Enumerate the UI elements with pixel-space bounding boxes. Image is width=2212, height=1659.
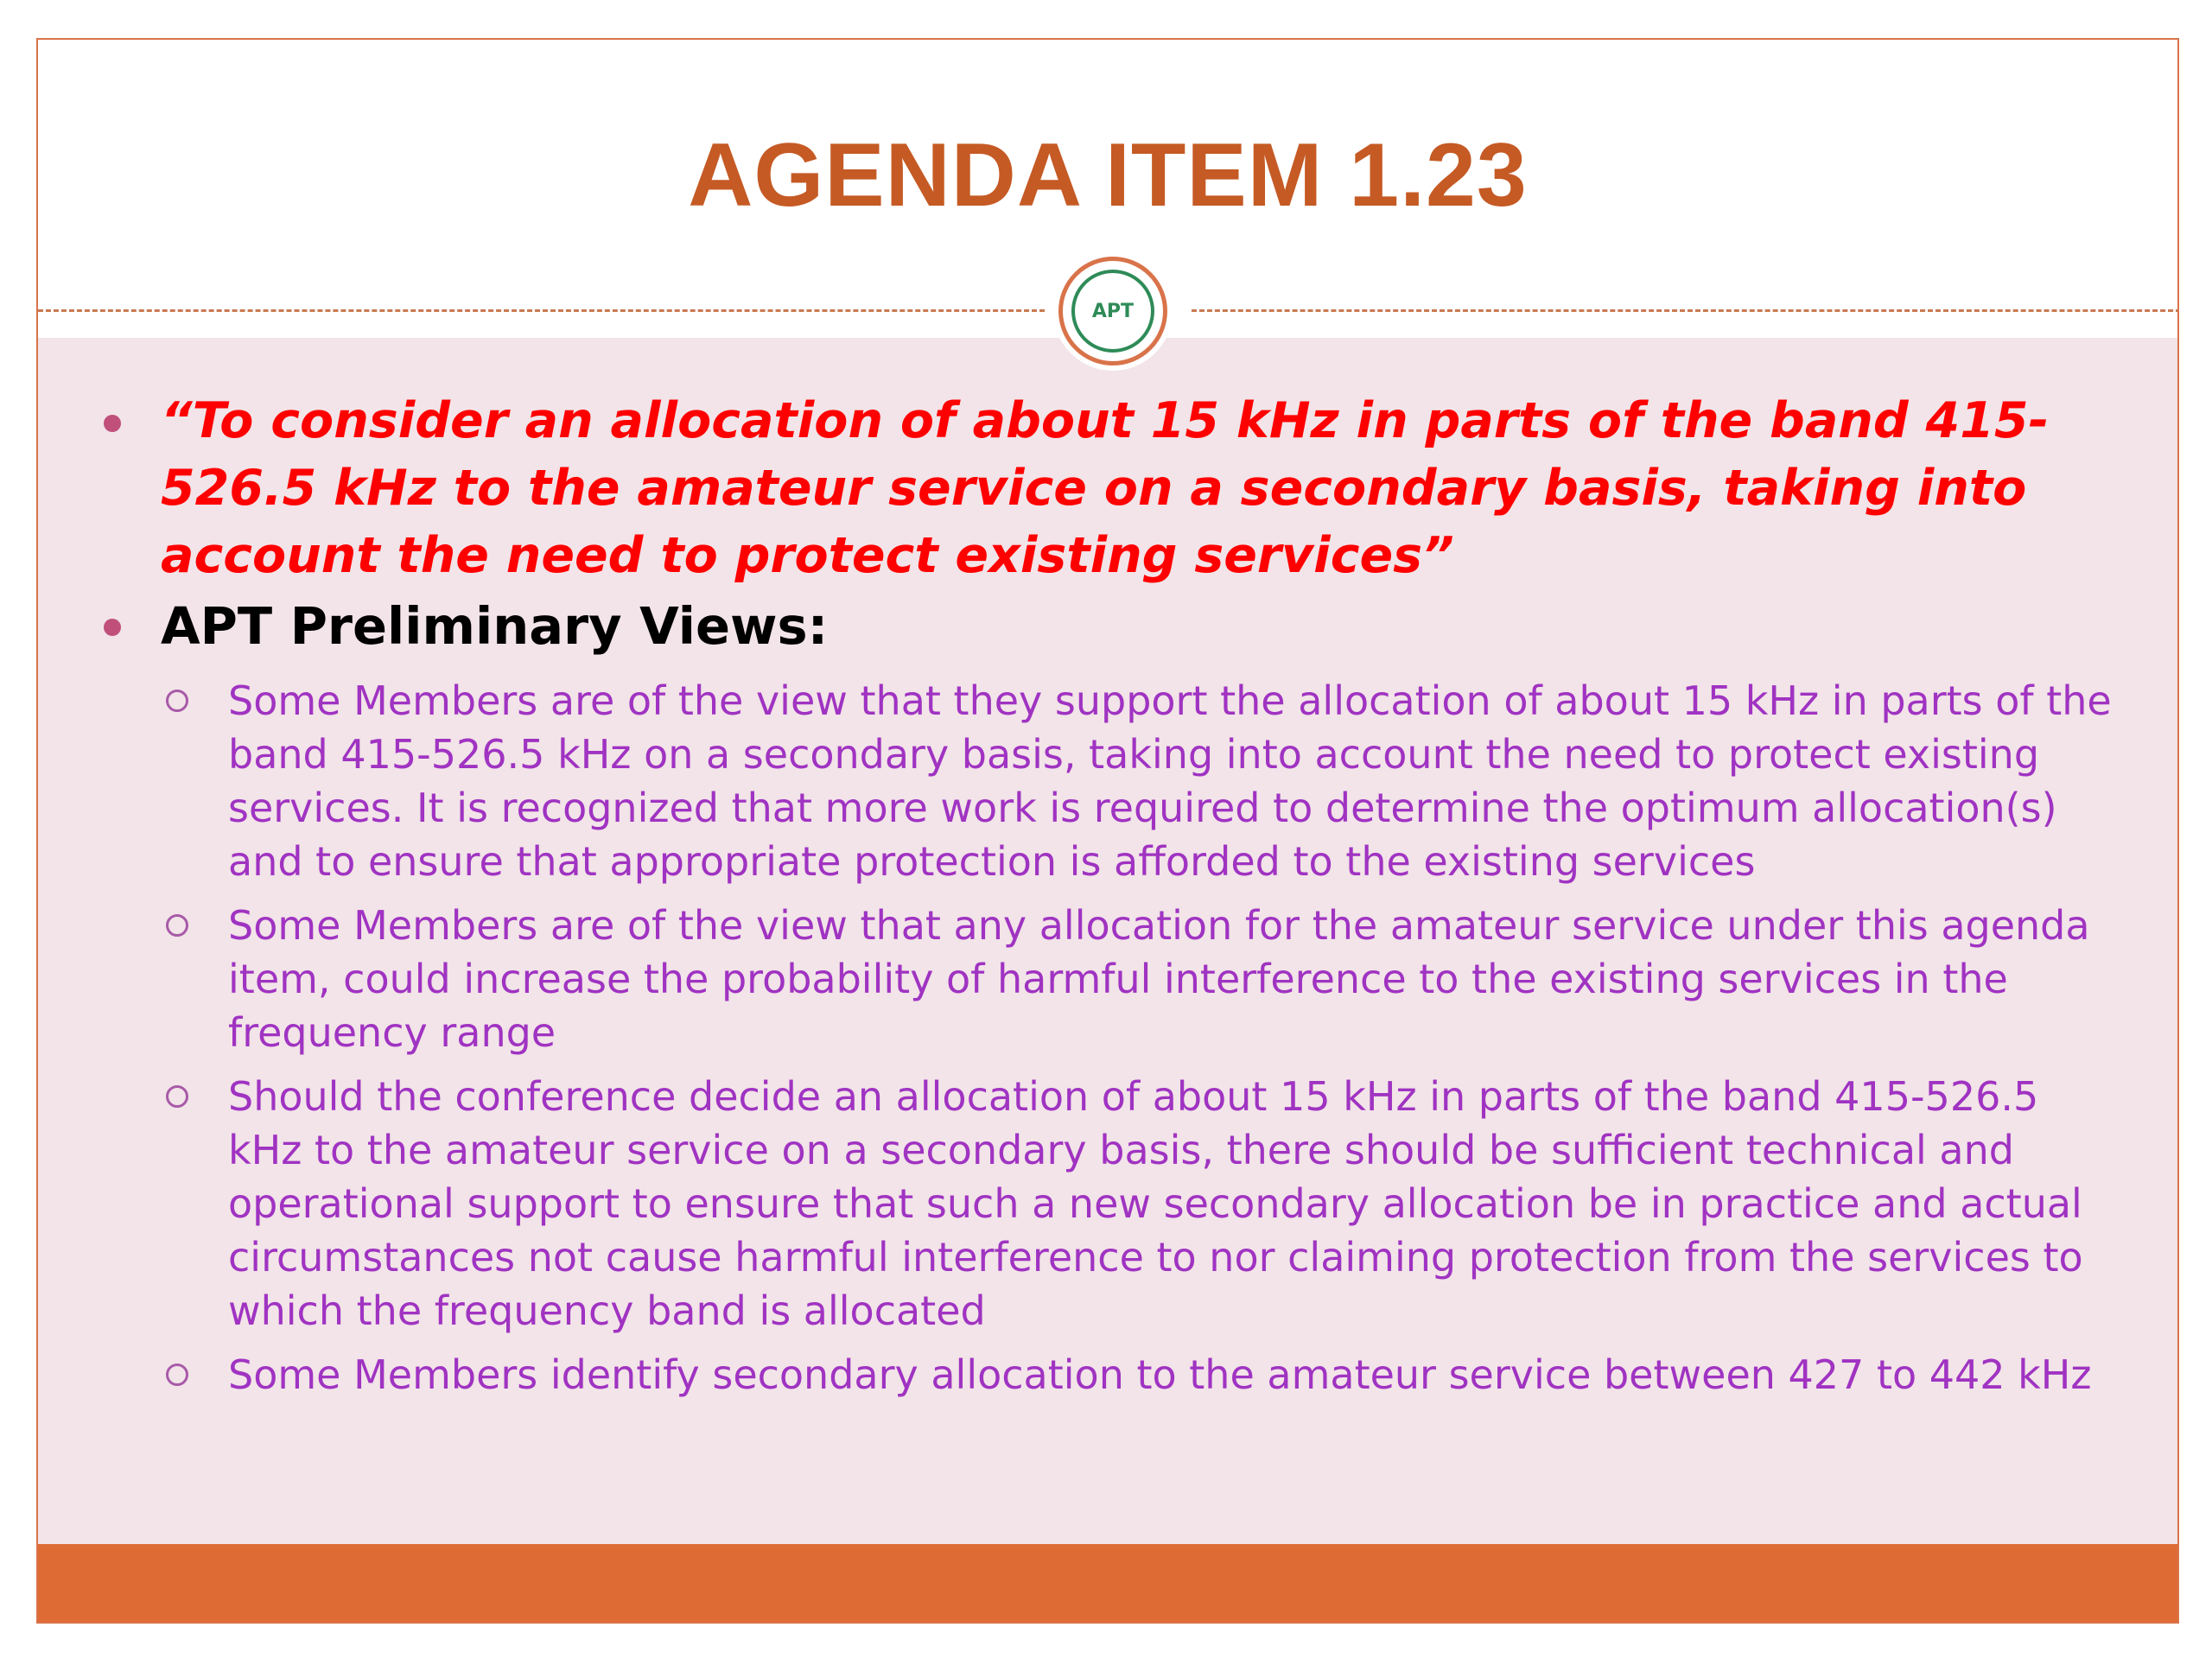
filled-dot-icon xyxy=(104,415,121,432)
footer-band xyxy=(38,1544,2177,1622)
preliminary-views-heading: APT Preliminary Views: xyxy=(161,596,829,656)
divider-left xyxy=(38,309,1045,312)
logo-label: APT xyxy=(1091,300,1135,322)
view-item: Some Members are of the view that any allocation for the amateur service under this agenda item, could increase the probability of harmful interference to the existing services in the frequency range xyxy=(228,902,2090,1056)
apt-logo-icon xyxy=(1053,251,1173,371)
agenda-quote: “To consider an allocation of about 15 kHz in parts of the band 415-526.5 kHz to the amateur service on a secondary basis, taking into account the need to protect existing services” xyxy=(161,392,2050,584)
divider-right xyxy=(1192,309,2179,312)
hollow-circle-icon xyxy=(166,1085,188,1108)
hollow-circle-icon xyxy=(166,1363,188,1386)
hollow-circle-icon xyxy=(166,914,188,937)
hollow-circle-icon xyxy=(166,690,188,712)
slide-title: AGENDA ITEM 1.23 xyxy=(688,125,1528,226)
view-item: Some Members are of the view that they support the allocation of about 15 kHz in parts of the band 415-526.5 kHz on a secondary basis, taking into account the need to protect existing services. It is recognized that more work is required to determine the optimum allocation(s) and to ensure that appropriate protection is afforded to the existing services xyxy=(228,677,2112,885)
logo-ring xyxy=(1058,257,1167,365)
view-item: Should the conference decide an allocation of about 15 kHz in parts of the band 415-526.5 kHz to the amateur service on a secondary basis, there should be sufficient technical and operational support to ensure that such a new secondary allocation be in practice and actual circumstances not cause harmful interference to nor claiming protection from the services to which the frequency band is allocated xyxy=(228,1073,2083,1334)
filled-dot-icon xyxy=(104,619,121,636)
view-item: Some Members identify secondary allocation to the amateur service between 427 to 442 kHz xyxy=(228,1351,2092,1398)
logo-inner xyxy=(1071,270,1154,353)
